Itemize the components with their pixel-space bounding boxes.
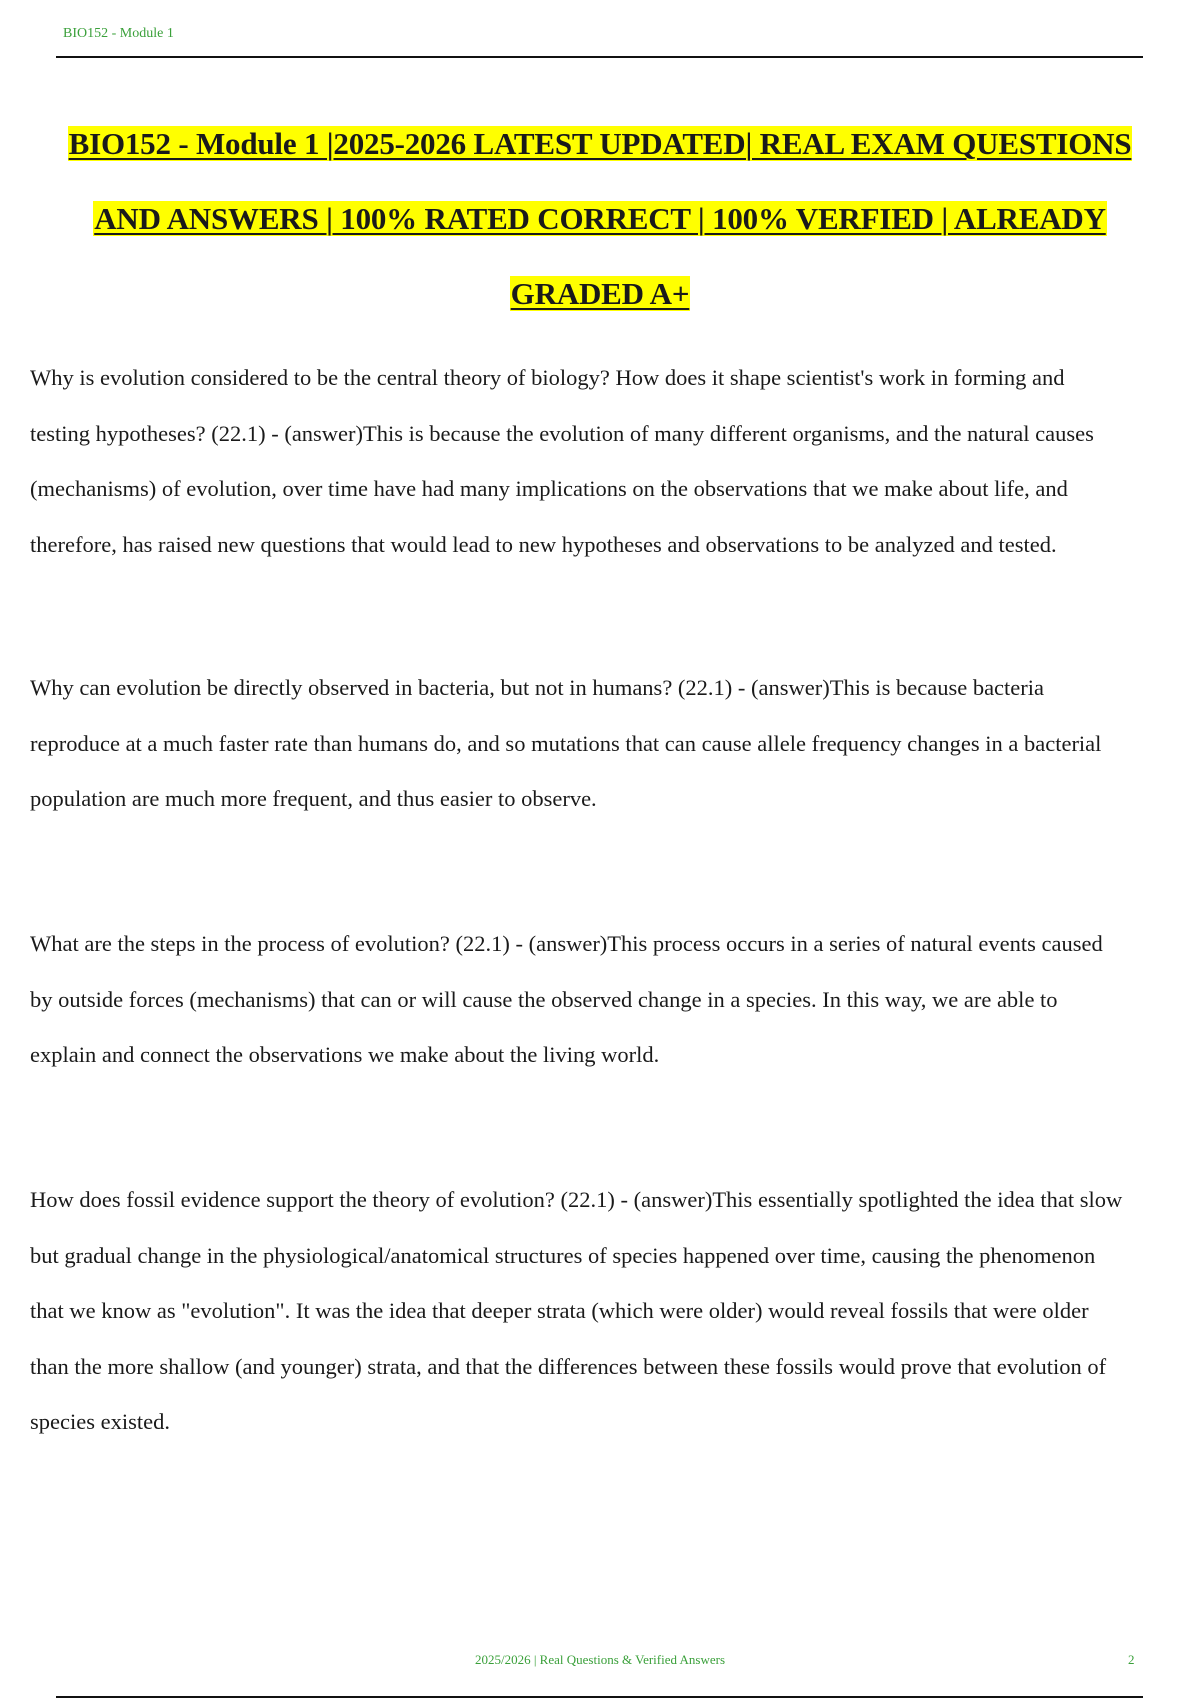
- qa-item: [30, 350, 1200, 572]
- qa-text-line: therefore, has raised new questions that would lead to new hypotheses and observations to be analyzed and tested.: [30, 531, 1057, 557]
- qa-text-line: What are the steps in the process of evolution? (22.1) - (answer)This process occurs in a series of natural events caused: [30, 931, 1103, 956]
- qa-text-line: than the more shallow (and younger) strata, and that the differences between these fossils would prove that evolution of: [30, 1353, 1107, 1379]
- qa-text-line: How does fossil evidence support the theory of evolution? (22.1) - (answer)This essentially spotlighted the idea that slow: [30, 1187, 1123, 1212]
- qa-item: [30, 660, 1200, 827]
- title-line: GRADED A+: [510, 276, 690, 311]
- qa-text-line: by outside forces (mechanisms) that can or will cause the observed change in a species. In this way, we are able to: [30, 986, 1058, 1012]
- qa-text-line: explain and connect the observations we make about the living world.: [30, 1042, 660, 1067]
- qa-text-line: Why can evolution be directly observed in bacteria, but not in humans? (22.1) - (answer)This is because bacteria: [30, 675, 1045, 700]
- title-line: AND ANSWERS | 100% RATED CORRECT | 100% VERFIED | ALREADY: [94, 201, 1106, 236]
- qa-text-line: Why is evolution considered to be the central theory of biology? How does it shape scientist's work in forming and: [30, 365, 1065, 390]
- qa-text-line: reproduce at a much faster rate than humans do, and so mutations that can cause allele frequency changes in a bacterial: [30, 730, 1102, 756]
- title-line: BIO152 - Module 1 |2025-2026 LATEST UPDATED| REAL EXAM QUESTIONS: [68, 126, 1132, 161]
- qa-item: [30, 1172, 1200, 1450]
- qa-text-line: that we know as "evolution". It was the idea that deeper strata (which were older) would reveal fossils that were older: [30, 1298, 1089, 1323]
- qa-text-line: population are much more frequent, and thus easier to observe.: [30, 786, 597, 811]
- page-number: 2: [1128, 1652, 1135, 1667]
- footer-text: 2025/2026 | Real Questions & Verified Answers: [474, 1652, 726, 1667]
- qa-text-line: (mechanisms) of evolution, over time have had many implications on the observations that we make about life, and: [30, 476, 1068, 501]
- header-divider: [56, 56, 1143, 58]
- qa-text-line: testing hypotheses? (22.1) - (answer)This is because the evolution of many different organisms, and the natural causes: [30, 420, 1094, 446]
- footer-divider: [56, 1696, 1143, 1698]
- running-header: BIO152 - Module 1: [63, 26, 174, 41]
- document-title: [20, 106, 1180, 331]
- qa-text-line: but gradual change in the physiological/anatomical structures of species happened over time, causing the phenomenon: [30, 1242, 1096, 1268]
- qa-item: [30, 916, 1200, 1083]
- qa-text-line: species existed.: [30, 1409, 170, 1434]
